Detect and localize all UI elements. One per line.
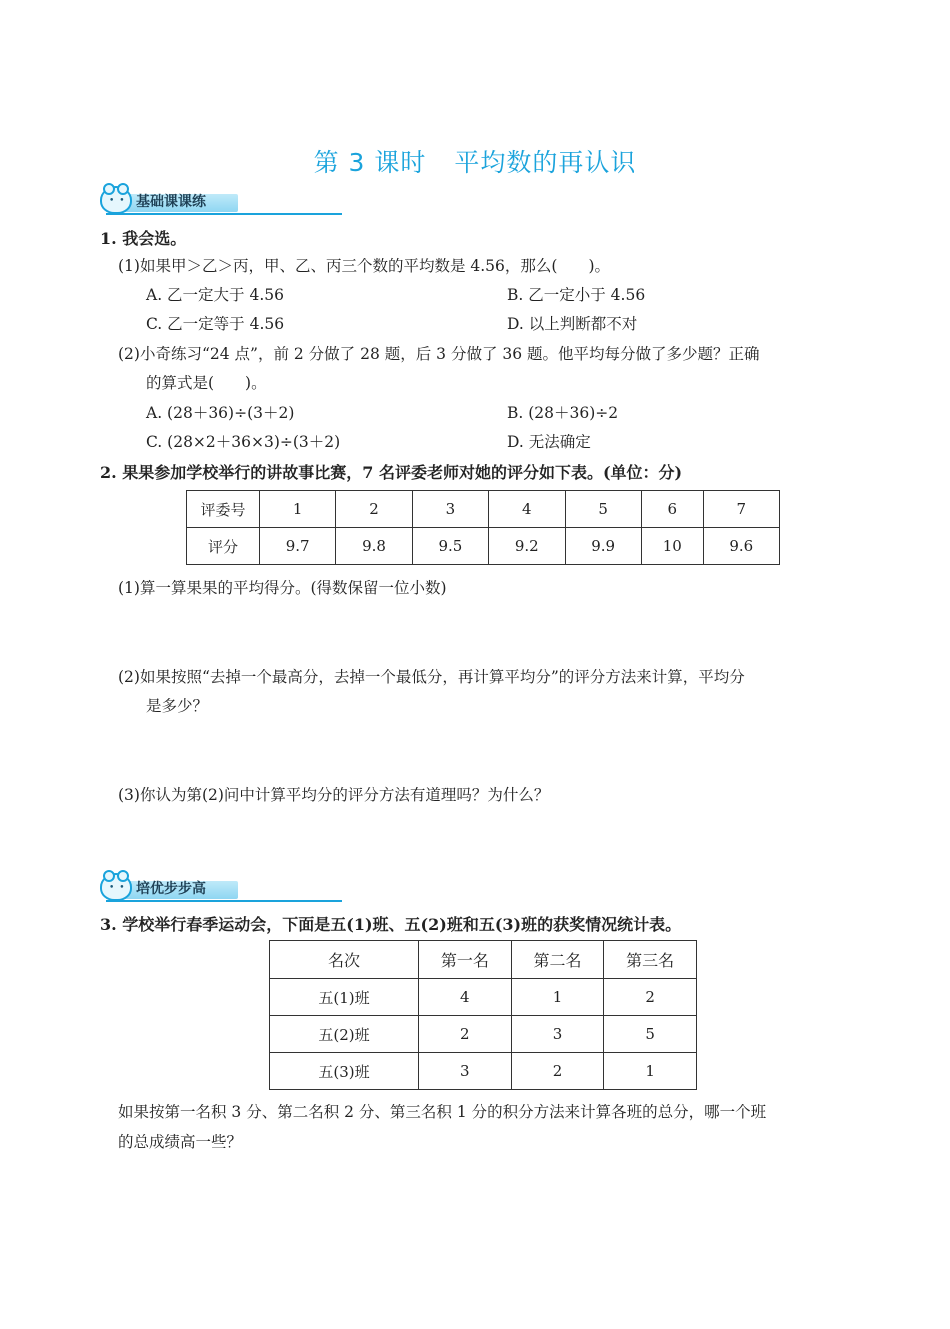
badge-underline [106, 900, 342, 902]
question-3-heading [100, 912, 681, 935]
table-cell: 2 [336, 491, 412, 528]
question-2-heading [100, 460, 682, 483]
score-table [186, 490, 780, 565]
question-2-1: (1)算一算果果的平均得分。(得数保留一位小数) [118, 579, 447, 597]
table-header-row [270, 941, 697, 979]
question-3-text-line2: 的总成绩高一些？ [118, 1133, 243, 1151]
table-cell: 10 [641, 528, 703, 565]
option-d: D. 以上判断都不对 [507, 315, 638, 333]
table-header: 名次 [270, 941, 419, 979]
table-cell: 3 [419, 1053, 512, 1090]
table-cell: 1 [260, 491, 336, 528]
table-header: 第一名 [419, 941, 512, 979]
question-1-1-stem: (1)如果甲＞乙＞丙，甲、乙、丙三个数的平均数是 4.56，那么( )。 [118, 257, 610, 275]
question-1-2-stem-line1: (2)小奇练习“24 点”，前 2 分做了 28 题，后 3 分做了 36 题。他平均每分做了多少题？正确 [118, 345, 760, 363]
option-a: A. (28＋36)÷(3＋2) [146, 404, 295, 422]
question-3-heading-text: 3. 学校举行春季运动会，下面是五(1)班、五(2)班和五(3)班的获奖情况统计表。 [100, 915, 682, 934]
table-row [270, 1053, 697, 1090]
table-cell: 5 [565, 491, 641, 528]
section-label: 基础课课练 [136, 194, 206, 210]
section-badge-basic [100, 186, 345, 216]
table-row [270, 1016, 697, 1053]
table-cell: 1 [511, 979, 604, 1016]
table-cell: 4 [419, 979, 512, 1016]
table-header: 第三名 [604, 941, 697, 979]
awards-table [269, 940, 697, 1090]
table-cell: 9.9 [565, 528, 641, 565]
table-cell: 9.6 [703, 528, 779, 565]
table-cell: 2 [604, 979, 697, 1016]
option-b: B. (28＋36)÷2 [507, 404, 619, 422]
question-2-3: (3)你认为第(2)问中计算平均分的评分方法有道理吗？为什么？ [118, 786, 550, 804]
section-label: 培优步步高 [136, 881, 206, 897]
table-cell: 五(3)班 [270, 1053, 419, 1090]
table-cell: 9.5 [412, 528, 488, 565]
question-1-2-stem-line2: 的算式是( )。 [146, 374, 267, 392]
table-cell: 五(2)班 [270, 1016, 419, 1053]
question-2-2-line2: 是多少？ [146, 697, 209, 715]
table-cell: 6 [641, 491, 703, 528]
table-cell: 5 [604, 1016, 697, 1053]
bear-icon: •• [100, 873, 132, 901]
option-d: D. 无法确定 [507, 433, 591, 451]
table-row [187, 528, 780, 565]
table-cell: 9.7 [260, 528, 336, 565]
table-cell: 五(1)班 [270, 979, 419, 1016]
question-2-heading-text: 2. 果果参加学校举行的讲故事比赛，7 名评委老师对她的评分如下表。(单位：分) [100, 463, 683, 482]
table-cell: 2 [419, 1016, 512, 1053]
option-a: A. 乙一定大于 4.56 [146, 286, 284, 304]
row-label: 评委号 [187, 491, 260, 528]
table-cell: 9.2 [489, 528, 565, 565]
page-title [0, 143, 950, 179]
question-3-text-line1: 如果按第一名积 3 分、第二名积 2 分、第三名积 1 分的积分方法来计算各班的总分，哪一个班 [118, 1103, 767, 1121]
table-row [270, 979, 697, 1016]
table-cell: 7 [703, 491, 779, 528]
lesson-topic: 平均数的再认识 [454, 148, 637, 177]
table-cell: 1 [604, 1053, 697, 1090]
table-row [187, 491, 780, 528]
option-c: C. (28×2＋36×3)÷(3＋2) [146, 433, 341, 451]
table-cell: 2 [511, 1053, 604, 1090]
lesson-number: 第 3 课时 [313, 148, 427, 177]
option-b: B. 乙一定小于 4.56 [507, 286, 646, 304]
table-cell: 3 [511, 1016, 604, 1053]
question-1-heading: 1. 我会选。 [100, 229, 187, 248]
bear-icon: •• [100, 186, 132, 214]
section-badge-advanced [100, 873, 345, 903]
table-cell: 9.8 [336, 528, 412, 565]
table-cell: 3 [412, 491, 488, 528]
row-label: 评分 [187, 528, 260, 565]
table-header: 第二名 [511, 941, 604, 979]
table-cell: 4 [489, 491, 565, 528]
question-2-2-line1: (2)如果按照“去掉一个最高分，去掉一个最低分，再计算平均分”的评分方法来计算，平均分 [118, 668, 745, 686]
option-c: C. 乙一定等于 4.56 [146, 315, 285, 333]
badge-underline [106, 213, 342, 215]
